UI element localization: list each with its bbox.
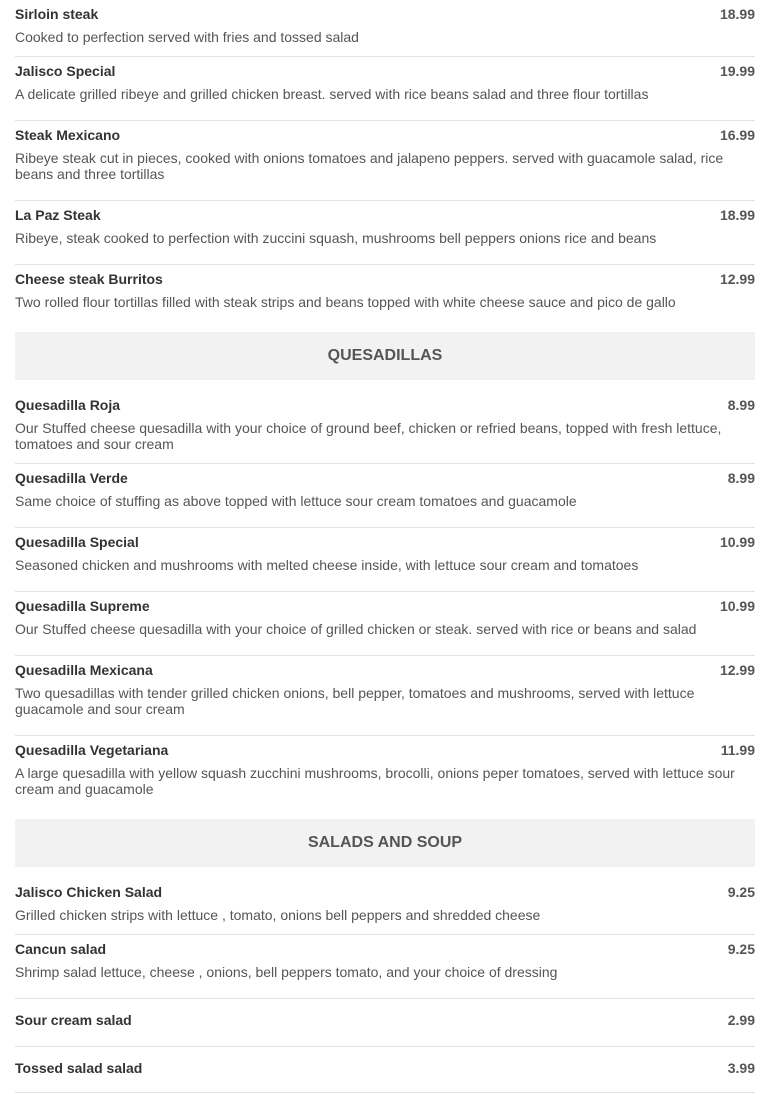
section-header-quesadillas: QUESADILLAS — [15, 332, 755, 380]
menu-item — [15, 736, 755, 819]
item-price: 19.99 — [719, 63, 755, 79]
item-name: Quesadilla Supreme — [15, 598, 150, 614]
item-name: La Paz Steak — [15, 207, 101, 223]
item-name: Quesadilla Mexicana — [15, 662, 153, 678]
item-description: A delicate grilled ribeye and grilled chicken breast. served with rice beans salad and three flour tortillas — [15, 86, 649, 102]
item-name: Cancun salad — [15, 941, 107, 957]
item-description: Ribeye, steak cooked to perfection with zuccini squash, mushrooms bell peppers onions rice and beans — [15, 230, 657, 246]
item-price: 8.99 — [727, 470, 755, 486]
item-description: Two rolled flour tortillas filled with steak strips and beans topped with white cheese sauce and pico de gallo — [15, 294, 676, 310]
item-price: 10.99 — [719, 598, 755, 614]
item-description: A large quesadilla with yellow squash zucchini mushrooms, brocolli, onions peper tomatoes, served with lettuce sour cream and guacamole — [15, 765, 735, 797]
menu-item — [15, 884, 755, 935]
item-price: 9.25 — [727, 941, 755, 957]
item-name: Sour cream salad — [15, 1012, 132, 1028]
menu-item — [15, 265, 755, 332]
menu-item — [15, 201, 755, 265]
item-price: 12.99 — [719, 662, 755, 678]
item-price: 10.99 — [719, 534, 755, 550]
menu-item — [15, 464, 755, 528]
item-description: Same choice of stuffing as above topped with lettuce sour cream tomatoes and guacamole — [15, 493, 577, 509]
item-price: 18.99 — [719, 207, 755, 223]
item-price: 18.99 — [719, 6, 755, 22]
item-price: 12.99 — [719, 271, 755, 287]
item-description: Shrimp salad lettuce, cheese , onions, bell peppers tomato, and your choice of dressing — [15, 964, 558, 980]
item-name: Cheese steak Burritos — [15, 271, 163, 287]
item-name: Quesadilla Vegetariana — [15, 742, 169, 758]
menu-item — [15, 528, 755, 592]
menu-item — [15, 592, 755, 656]
menu-item — [15, 57, 755, 121]
item-price: 9.25 — [727, 884, 755, 900]
item-name: Quesadilla Verde — [15, 470, 128, 486]
item-description: Our Stuffed cheese quesadilla with your choice of ground beef, chicken or refried beans, topped with fresh lettuce, tomatoes and sour cream — [15, 420, 722, 452]
item-name: Tossed salad salad — [15, 1060, 143, 1076]
menu-item — [15, 656, 755, 736]
item-description: Ribeye steak cut in pieces, cooked with onions tomatoes and jalapeno peppers. served with guacamole salad, rice beans and three tortillas — [15, 150, 724, 182]
item-price: 2.99 — [727, 1012, 755, 1028]
menu-item — [15, 1047, 755, 1093]
menu-item — [15, 0, 755, 57]
menu-item — [15, 999, 755, 1047]
item-description: Our Stuffed cheese quesadilla with your choice of grilled chicken or steak. served with rice or beans and salad — [15, 621, 697, 637]
item-name: Sirloin steak — [15, 6, 99, 22]
item-price: 16.99 — [719, 127, 755, 143]
menu-item — [15, 935, 755, 999]
section-header-salads: SALADS AND SOUP — [15, 819, 755, 867]
item-description: Two quesadillas with tender grilled chicken onions, bell pepper, tomatoes and mushrooms, served with lettuce guacamole and sour cream — [15, 685, 695, 717]
item-description: Grilled chicken strips with lettuce , tomato, onions bell peppers and shredded cheese — [15, 907, 541, 923]
item-price: 3.99 — [727, 1060, 755, 1076]
menu-item — [15, 397, 755, 464]
item-name: Quesadilla Roja — [15, 397, 121, 413]
item-price: 11.99 — [720, 742, 755, 758]
item-description: Seasoned chicken and mushrooms with melted cheese inside, with lettuce sour cream and tomatoes — [15, 557, 639, 573]
item-name: Quesadilla Special — [15, 534, 139, 550]
item-name: Jalisco Special — [15, 63, 116, 79]
item-price: 8.99 — [727, 397, 755, 413]
item-description: Cooked to perfection served with fries and tossed salad — [15, 29, 359, 45]
menu-item — [15, 121, 755, 201]
item-name: Steak Mexicano — [15, 127, 121, 143]
item-name: Jalisco Chicken Salad — [15, 884, 163, 900]
